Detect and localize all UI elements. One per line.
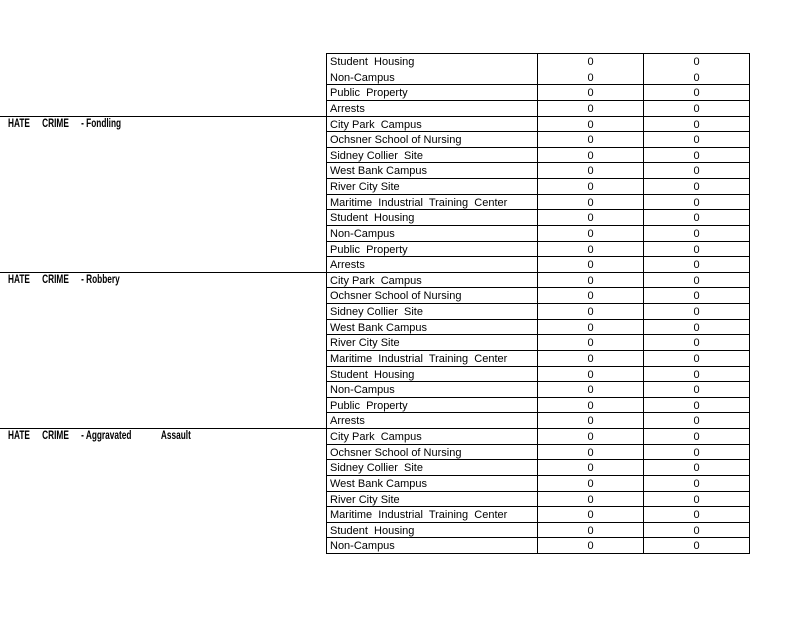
location-cell: West Bank Campus <box>327 320 538 335</box>
location-cell: Student Housing <box>327 367 538 382</box>
value-cell: 0 <box>693 337 700 350</box>
value-cell: 0 <box>693 71 700 84</box>
table-row <box>327 429 749 445</box>
value-cell: 0 <box>538 195 644 210</box>
table-row <box>327 54 749 70</box>
value-cell: 0 <box>693 165 700 178</box>
value-cell: 0 <box>693 399 700 412</box>
value-cell: 0 <box>693 415 700 428</box>
value-cell: 0 <box>538 257 644 272</box>
table-row <box>327 304 749 320</box>
location-cell: Sidney Collier Site <box>327 460 538 475</box>
value-cell: 0 <box>693 493 700 506</box>
table-row <box>327 320 749 336</box>
value-cell: 0 <box>693 56 700 68</box>
location-cell: Maritime Industrial Training Center <box>327 351 538 366</box>
value-cell: 0 <box>538 242 644 257</box>
location-cell: Non-Campus <box>327 226 538 241</box>
location-cell: River City Site <box>327 492 538 507</box>
value-cell: 0 <box>538 148 644 163</box>
value-cell: 0 <box>693 462 700 475</box>
value-cell: 0 <box>693 431 700 443</box>
section-label-part: CRIME <box>42 273 69 286</box>
value-cell: 0 <box>538 273 644 288</box>
value-cell: 0 <box>538 429 644 444</box>
table-row <box>327 351 749 367</box>
value-cell: 0 <box>693 87 700 100</box>
table-row <box>327 226 749 242</box>
location-cell: City Park Campus <box>327 429 538 444</box>
section-label-part: HATE <box>8 117 30 130</box>
section-label-part: Assault <box>160 430 191 442</box>
table-row <box>327 273 749 289</box>
value-cell: 0 <box>693 306 700 318</box>
value-cell: 0 <box>693 540 700 553</box>
value-cell: 0 <box>538 54 644 70</box>
value-cell: 0 <box>538 351 644 366</box>
table-row <box>327 288 749 304</box>
location-cell: Sidney Collier Site <box>327 304 538 319</box>
table-row <box>327 179 749 195</box>
section-label-part: - Aggravated <box>81 430 132 442</box>
location-cell: Public Property <box>327 242 538 257</box>
value-cell: 0 <box>538 320 644 335</box>
table-row <box>327 538 749 554</box>
section-label-part: CRIME <box>42 430 69 442</box>
value-cell: 0 <box>538 382 644 397</box>
location-cell: Arrests <box>327 101 538 116</box>
section-label-part: - Fondling <box>81 117 122 130</box>
value-cell: 0 <box>538 398 644 413</box>
location-cell: Non-Campus <box>327 538 538 553</box>
location-cell: Maritime Industrial Training Center <box>327 195 538 210</box>
value-cell: 0 <box>693 243 700 256</box>
table-row <box>327 460 749 476</box>
value-cell: 0 <box>693 259 700 272</box>
value-cell: 0 <box>693 477 700 490</box>
section-label-part: HATE <box>8 273 30 286</box>
value-cell: 0 <box>693 196 700 209</box>
table-row <box>327 523 749 539</box>
value-cell: 0 <box>538 538 644 553</box>
table-row <box>327 70 749 86</box>
value-cell: 0 <box>693 368 700 381</box>
table-row <box>327 398 749 414</box>
table-row <box>327 367 749 383</box>
table-row <box>327 117 749 133</box>
value-cell: 0 <box>538 288 644 303</box>
value-cell: 0 <box>693 149 700 162</box>
table-row <box>327 413 749 429</box>
location-cell: City Park Campus <box>327 117 538 132</box>
section-label-part: HATE <box>8 430 30 442</box>
location-cell: West Bank Campus <box>327 476 538 491</box>
value-cell: 0 <box>538 335 644 350</box>
location-cell: Ochsner School of Nursing <box>327 445 538 460</box>
value-cell: 0 <box>538 523 644 538</box>
value-cell: 0 <box>538 132 644 147</box>
value-cell: 0 <box>693 509 700 522</box>
location-cell: River City Site <box>327 335 538 350</box>
value-cell: 0 <box>538 476 644 491</box>
location-cell: Ochsner School of Nursing <box>327 288 538 303</box>
table-row <box>327 382 749 398</box>
value-cell: 0 <box>693 102 700 115</box>
value-cell: 0 <box>538 85 644 100</box>
location-cell: Student Housing <box>327 54 538 70</box>
location-cell: Maritime Industrial Training Center <box>327 507 538 522</box>
value-cell: 0 <box>538 460 644 475</box>
table-row <box>327 148 749 164</box>
location-cell: Public Property <box>327 398 538 413</box>
section-label-part: - Robbery <box>81 273 120 286</box>
report-table <box>326 53 750 554</box>
value-cell: 0 <box>538 367 644 382</box>
location-cell: Non-Campus <box>327 382 538 397</box>
table-row <box>327 257 749 273</box>
table-row <box>327 210 749 226</box>
location-cell: Non-Campus <box>327 70 538 85</box>
location-cell: Public Property <box>327 85 538 100</box>
value-cell: 0 <box>538 492 644 507</box>
value-cell: 0 <box>538 413 644 428</box>
value-cell: 0 <box>538 507 644 522</box>
location-cell: Arrests <box>327 413 538 428</box>
value-cell: 0 <box>693 181 700 193</box>
table-row <box>327 242 749 258</box>
location-cell: Arrests <box>327 257 538 272</box>
value-cell: 0 <box>538 226 644 241</box>
table-row <box>327 445 749 461</box>
value-cell: 0 <box>538 70 644 85</box>
table-row <box>327 163 749 179</box>
value-cell: 0 <box>538 304 644 319</box>
value-cell: 0 <box>693 524 700 537</box>
table-row <box>327 132 749 148</box>
location-cell: River City Site <box>327 179 538 194</box>
table-row <box>327 492 749 508</box>
value-cell: 0 <box>538 163 644 178</box>
value-cell: 0 <box>693 290 700 303</box>
section-label <box>8 273 132 289</box>
location-cell: Sidney Collier Site <box>327 148 538 163</box>
value-cell: 0 <box>693 212 700 225</box>
table-row <box>327 195 749 211</box>
table-row <box>327 85 749 101</box>
location-cell: Student Housing <box>327 523 538 538</box>
location-cell: Student Housing <box>327 210 538 225</box>
location-cell: West Bank Campus <box>327 163 538 178</box>
value-cell: 0 <box>538 101 644 116</box>
value-cell: 0 <box>693 352 700 365</box>
table-row <box>327 101 749 117</box>
value-cell: 0 <box>693 274 700 287</box>
table-row <box>327 335 749 351</box>
value-cell: 0 <box>538 117 644 132</box>
value-cell: 0 <box>693 134 700 147</box>
value-cell: 0 <box>693 321 700 334</box>
table-row <box>327 507 749 523</box>
table-row <box>327 476 749 492</box>
section-label-part: CRIME <box>42 117 69 130</box>
section-label <box>8 429 203 445</box>
value-cell: 0 <box>693 384 700 397</box>
location-cell: Ochsner School of Nursing <box>327 132 538 147</box>
section-label <box>8 117 133 133</box>
value-cell: 0 <box>693 118 700 131</box>
location-cell: City Park Campus <box>327 273 538 288</box>
value-cell: 0 <box>693 446 700 459</box>
value-cell: 0 <box>538 179 644 194</box>
value-cell: 0 <box>538 210 644 225</box>
value-cell: 0 <box>538 445 644 460</box>
value-cell: 0 <box>693 227 700 240</box>
